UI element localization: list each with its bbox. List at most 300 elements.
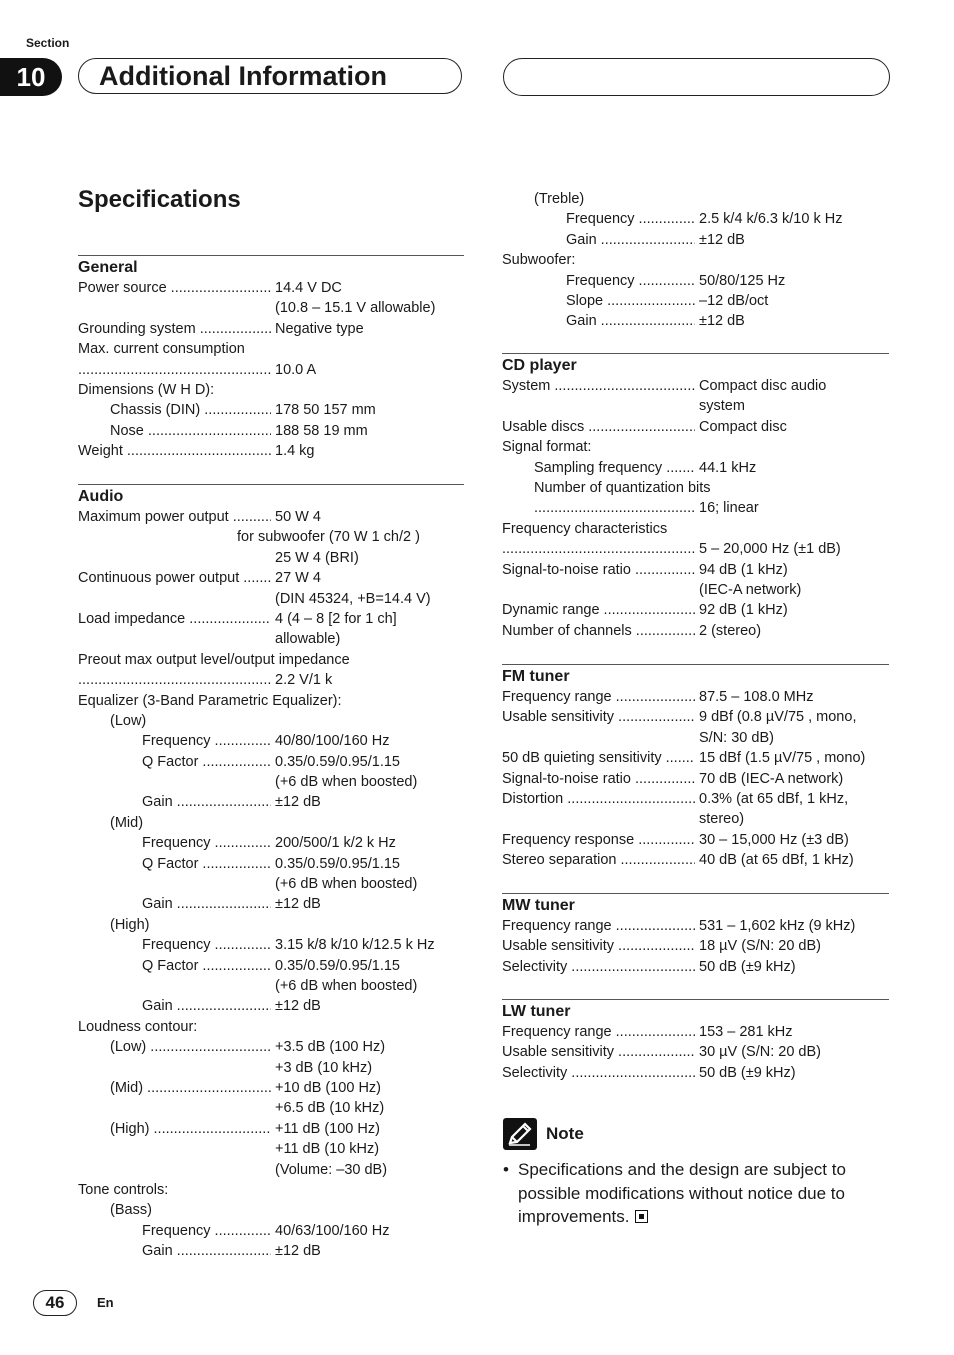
spec-label [502, 1063, 695, 1083]
spec-label [566, 209, 695, 229]
spec-row [502, 458, 889, 478]
spec-label [502, 789, 695, 809]
spec-label [566, 311, 695, 331]
spec-row [502, 687, 889, 707]
spec-label-text: Frequency [566, 272, 635, 289]
spec-row [78, 894, 464, 914]
spec-label [502, 621, 695, 641]
spec-label [78, 339, 245, 359]
spec-row [78, 1200, 464, 1220]
spec-value: (+6 dB when boosted) [275, 774, 418, 791]
spec-row [78, 568, 464, 588]
spec-value: 2.5 k/4 k/6.3 k/10 k Hz [699, 211, 843, 228]
spec-label [142, 752, 271, 772]
spec-row [502, 376, 889, 396]
spec-row [502, 748, 889, 768]
spec-label-text: Dynamic range [502, 602, 600, 619]
spec-label-text: Subwoofer: [502, 252, 576, 269]
spec-value: 10.0 A [275, 361, 317, 378]
spec-row [78, 319, 464, 339]
spec-row [502, 478, 889, 498]
spec-label-text: Frequency response [502, 831, 635, 848]
spec-label-text: Number of channels [502, 622, 632, 639]
spec-label [534, 458, 695, 478]
section-number-badge: 10 [0, 58, 62, 96]
spec-group [502, 999, 889, 1083]
language-label: En [97, 1295, 114, 1310]
spec-row [78, 915, 464, 935]
spec-group-heading: General [78, 259, 138, 276]
spec-label-text: Chassis (DIN) [110, 402, 201, 419]
spec-value: 3.15 k/8 k/10 k/12.5 k Hz [275, 937, 435, 954]
spec-label [502, 687, 695, 707]
spec-value: S/N: 30 dB) [699, 729, 774, 746]
spec-value: ±12 dB [699, 313, 745, 330]
spec-row [502, 230, 889, 250]
spec-row [78, 298, 464, 318]
spec-label [502, 707, 695, 727]
spec-row [502, 600, 889, 620]
spec-value: 15 dBf (1.5 µV/75 , mono) [699, 750, 866, 767]
spec-value: 27 W 4 [275, 570, 321, 587]
spec-label-text: (High) [110, 916, 150, 933]
spec-row [78, 609, 464, 629]
spec-label-text: Q Factor [142, 855, 199, 872]
spec-label [110, 813, 143, 833]
spec-label [78, 670, 271, 690]
spec-label-text: Maximum power output [78, 509, 229, 525]
spec-label-text: Preout max output level/output impedance [78, 651, 350, 668]
spec-label [502, 916, 695, 936]
spec-row [502, 396, 889, 416]
spec-label [110, 915, 149, 935]
spec-value: ±12 dB [275, 896, 321, 913]
spec-label [110, 1078, 271, 1098]
spec-value: 70 dB (IEC-A network) [699, 770, 844, 787]
spec-row [78, 360, 464, 380]
spec-row [502, 769, 889, 789]
spec-row [78, 854, 464, 874]
spec-value: 153 – 281 kHz [699, 1024, 793, 1040]
spec-value: ±12 dB [275, 998, 321, 1015]
spec-label [78, 278, 271, 298]
spec-row [502, 417, 889, 437]
spec-label-text: Sampling frequency [534, 459, 663, 476]
spec-value: 92 dB (1 kHz) [699, 602, 788, 619]
spec-value: (+6 dB when boosted) [275, 977, 418, 994]
spec-value: Negative type [275, 320, 364, 337]
spec-value: (Volume: –30 dB) [275, 1161, 388, 1178]
page-number: 46 [33, 1290, 77, 1316]
spec-label [502, 830, 695, 850]
spec-value: 2 (stereo) [699, 622, 762, 639]
spec-row [78, 772, 464, 792]
spec-label [142, 854, 271, 874]
spec-value: 94 dB (1 kHz) [699, 561, 788, 578]
spec-group [502, 664, 889, 871]
spec-value: stereo) [699, 811, 745, 828]
spec-label [142, 792, 271, 812]
spec-value: 50/80/125 Hz [699, 272, 786, 289]
spec-group-heading: LW tuner [502, 1003, 571, 1020]
note-bullet: • [503, 1160, 509, 1179]
spec-label [502, 936, 695, 956]
spec-value: 30 µV (S/N: 20 dB) [699, 1044, 821, 1061]
spec-label [502, 250, 575, 270]
spec-label-text: Distortion [502, 790, 564, 807]
spec-label-text: Usable sensitivity [502, 709, 615, 726]
spec-value: 188 58 19 mm [275, 422, 368, 439]
spec-row [502, 539, 889, 559]
spec-label-text: Gain [142, 1243, 173, 1260]
spec-label [534, 498, 695, 518]
spec-row [78, 1241, 464, 1261]
spec-value: 44.1 kHz [699, 459, 757, 476]
spec-label [502, 957, 695, 977]
spec-row [502, 519, 889, 539]
spec-row [78, 731, 464, 751]
spec-label [502, 748, 695, 768]
spec-value: Compact disc [699, 418, 787, 435]
section-label: Section [26, 36, 70, 50]
spec-row [502, 250, 889, 270]
spec-row [78, 278, 464, 298]
spec-value: +11 dB (100 Hz) [275, 1120, 380, 1137]
spec-label [78, 1180, 168, 1200]
spec-label [110, 400, 271, 420]
spec-value: (+6 dB when boosted) [275, 876, 418, 893]
spec-label [142, 1221, 271, 1241]
spec-value: +6.5 dB (10 kHz) [275, 1100, 385, 1117]
spec-label [78, 507, 271, 527]
spec-label-text: Frequency range [502, 918, 612, 934]
spec-row [502, 830, 889, 850]
spec-row [78, 527, 464, 547]
spec-value: +3 dB (10 kHz) [275, 1059, 373, 1076]
spec-row [78, 1037, 464, 1057]
spec-label [142, 833, 271, 853]
spec-label [78, 319, 271, 339]
spec-label-text: Max. current consumption [78, 341, 245, 358]
spec-row [78, 629, 464, 649]
spec-label [502, 560, 695, 580]
spec-value: (DIN 45324, +B=14.4 V) [275, 590, 431, 607]
section-title: Additional Information [99, 61, 387, 91]
page-title: Specifications [78, 186, 241, 213]
spec-row [502, 580, 889, 600]
spec-value: ±12 dB [275, 794, 321, 811]
spec-row [78, 1098, 464, 1118]
spec-label [502, 437, 591, 457]
spec-value: 178 50 157 mm [275, 402, 376, 419]
spec-label-text: Usable sensitivity [502, 1044, 615, 1061]
spec-value: Compact disc audio [699, 378, 827, 394]
spec-label [110, 1037, 271, 1057]
spec-row [502, 1063, 889, 1083]
spec-value: 40/63/100/160 Hz [275, 1222, 390, 1239]
spec-value: 5 – 20,000 Hz (±1 dB) [699, 541, 841, 558]
spec-row [502, 789, 889, 809]
spec-row [502, 728, 889, 748]
spec-label-text: Loudness contour: [78, 1018, 198, 1035]
spec-value: allowable) [275, 631, 341, 648]
spec-row [502, 957, 889, 977]
spec-label [502, 519, 667, 539]
spec-value: 87.5 – 108.0 MHz [699, 689, 814, 705]
spec-row [78, 1180, 464, 1200]
spec-label-text: Signal format: [502, 439, 592, 456]
spec-label-text: Grounding system [78, 320, 196, 337]
header-blank-box [503, 58, 890, 96]
spec-value: for subwoofer (70 W 1 ch/2 ) [237, 529, 420, 546]
spec-label-text: Gain [142, 896, 173, 913]
spec-group [502, 893, 889, 977]
spec-value: 0.35/0.59/0.95/1.15 [275, 753, 400, 770]
spec-row [78, 691, 464, 711]
spec-group [78, 255, 464, 462]
spec-label-text: (Low) [110, 1039, 147, 1056]
spec-value: 50 dB (±9 kHz) [699, 1064, 796, 1081]
spec-label [566, 291, 695, 311]
spec-row [78, 956, 464, 976]
spec-label-text: Frequency [142, 835, 211, 852]
spec-value: 16; linear [699, 500, 759, 517]
spec-label [78, 380, 214, 400]
spec-value: –12 dB/oct [699, 292, 769, 309]
spec-label-text: Gain [142, 794, 173, 811]
spec-row [502, 850, 889, 870]
spec-value: 14.4 V DC [275, 280, 342, 296]
spec-label-text: (Treble) [534, 191, 585, 207]
spec-value: 0.35/0.59/0.95/1.15 [275, 957, 400, 974]
spec-label-text: (Bass) [110, 1202, 152, 1219]
spec-label-text: Equalizer (3-Band Parametric Equalizer): [78, 692, 342, 709]
spec-label-text: Frequency [142, 733, 211, 750]
spec-label [78, 441, 271, 461]
spec-row [78, 650, 464, 670]
spec-group-heading: CD player [502, 357, 577, 374]
spec-row [78, 1017, 464, 1037]
spec-label-text: System [502, 378, 551, 394]
spec-row [78, 1160, 464, 1180]
spec-group [78, 484, 464, 1261]
spec-label-text: (High) [110, 1120, 150, 1137]
spec-label-text: Tone controls: [78, 1181, 169, 1198]
spec-label [534, 189, 584, 209]
spec-label-text: Gain [566, 313, 597, 330]
spec-label [78, 360, 271, 380]
spec-value: 50 dB (±9 kHz) [699, 958, 796, 975]
spec-label [534, 478, 711, 498]
spec-row [502, 809, 889, 829]
spec-row [502, 1042, 889, 1062]
spec-row [78, 813, 464, 833]
spec-row [502, 498, 889, 518]
spec-row [78, 507, 464, 527]
spec-label [502, 1042, 695, 1062]
spec-label-text: Frequency [566, 211, 635, 228]
spec-label-text: Gain [566, 231, 597, 248]
spec-label [502, 539, 695, 559]
spec-value: +10 dB (100 Hz) [275, 1079, 381, 1096]
spec-label [566, 230, 695, 250]
spec-row [78, 874, 464, 894]
spec-row [78, 670, 464, 690]
spec-group-heading: Audio [78, 488, 124, 505]
spec-group [502, 353, 889, 641]
spec-label [110, 1119, 271, 1139]
spec-value: 0.3% (at 65 dBf, 1 kHz, [699, 790, 849, 807]
note-label: Note [546, 1124, 584, 1143]
spec-value: 40/80/100/160 Hz [275, 733, 390, 750]
spec-row [502, 209, 889, 229]
spec-label [142, 956, 271, 976]
spec-group-heading: FM tuner [502, 668, 570, 685]
section-title-box [78, 58, 462, 94]
spec-row [502, 916, 889, 936]
spec-value: 2.2 V/1 k [275, 672, 333, 689]
spec-row [78, 1139, 464, 1159]
spec-label [78, 691, 342, 711]
spec-label [502, 376, 695, 396]
spec-label [78, 650, 350, 670]
spec-label-text: Load impedance [78, 610, 186, 627]
end-mark-icon [635, 1210, 648, 1223]
spec-row [78, 400, 464, 420]
spec-label [502, 769, 695, 789]
spec-label-text: Frequency [142, 1222, 211, 1239]
spec-row [78, 976, 464, 996]
spec-label-text: Stereo separation [502, 852, 617, 869]
spec-row [78, 1078, 464, 1098]
spec-label [502, 600, 695, 620]
spec-label [502, 850, 695, 870]
spec-label [78, 568, 271, 588]
note-text [518, 1158, 888, 1229]
spec-label [110, 711, 146, 731]
spec-value: 40 dB (at 65 dBf, 1 kHz) [699, 852, 854, 869]
spec-label [142, 1241, 271, 1261]
spec-label-text: 50 dB quieting sensitivity [502, 750, 662, 767]
spec-row [502, 936, 889, 956]
spec-label [142, 935, 271, 955]
spec-label-text: Q Factor [142, 753, 199, 770]
spec-row [78, 833, 464, 853]
spec-row [502, 560, 889, 580]
spec-row [502, 291, 889, 311]
spec-row [78, 1221, 464, 1241]
spec-value: 18 µV (S/N: 20 dB) [699, 938, 821, 955]
spec-label [78, 609, 271, 629]
spec-label-text: Dimensions (W H D): [78, 381, 215, 398]
spec-row [78, 380, 464, 400]
spec-label-text: Power source [78, 280, 167, 296]
note-pencil-icon [503, 1118, 537, 1150]
spec-value: 0.35/0.59/0.95/1.15 [275, 855, 400, 872]
spec-label-text: Usable discs [502, 418, 585, 435]
spec-label-text: Gain [142, 998, 173, 1015]
spec-label [502, 1022, 695, 1042]
spec-label-text: Frequency characteristics [502, 520, 668, 537]
spec-value: 25 W 4 (BRI) [275, 549, 359, 566]
spec-value: ±12 dB [699, 231, 745, 248]
spec-group [502, 189, 889, 332]
spec-value: 50 W 4 [275, 509, 321, 525]
spec-group-heading: MW tuner [502, 897, 575, 914]
spec-label-text: Usable sensitivity [502, 938, 615, 955]
spec-value: (IEC-A network) [699, 581, 802, 598]
spec-value: 30 – 15,000 Hz (±3 dB) [699, 831, 849, 848]
spec-row [502, 311, 889, 331]
spec-label-text: Signal-to-noise ratio [502, 770, 631, 787]
spec-label [142, 996, 271, 1016]
spec-label-text: Weight [78, 443, 123, 460]
spec-row [78, 548, 464, 568]
spec-row [78, 792, 464, 812]
spec-value: 4 (4 – 8 [2 for 1 ch] [275, 610, 397, 627]
spec-label-text: (Mid) [110, 814, 144, 831]
spec-label-text: Continuous power output [78, 570, 240, 587]
spec-row [78, 1058, 464, 1078]
spec-label [110, 1200, 152, 1220]
spec-value: ±12 dB [275, 1243, 321, 1260]
spec-row [78, 1119, 464, 1139]
spec-label [110, 421, 271, 441]
spec-label [142, 894, 271, 914]
spec-row [78, 421, 464, 441]
spec-label-text: (Low) [110, 712, 147, 729]
spec-row [78, 935, 464, 955]
spec-label [566, 271, 695, 291]
spec-label-text: Signal-to-noise ratio [502, 561, 631, 578]
spec-value: 1.4 kg [275, 443, 315, 460]
spec-label-text: Slope [566, 292, 604, 309]
spec-row [78, 752, 464, 772]
spec-row [78, 441, 464, 461]
spec-label [142, 731, 271, 751]
spec-row [78, 711, 464, 731]
spec-row [78, 589, 464, 609]
spec-row [502, 437, 889, 457]
note-text-body: Specifications and the design are subject to possible modifications without notice due to improvements. [518, 1160, 846, 1226]
spec-label-text: Frequency range [502, 1024, 612, 1040]
spec-label [502, 417, 695, 437]
spec-row [502, 189, 889, 209]
spec-label-text: Selectivity [502, 958, 568, 975]
spec-value: system [699, 398, 745, 415]
spec-row [502, 1022, 889, 1042]
spec-label-text: (Mid) [110, 1079, 144, 1096]
spec-label-text: Number of quantization bits [534, 479, 711, 496]
spec-label [78, 1017, 197, 1037]
spec-value: +3.5 dB (100 Hz) [275, 1039, 386, 1056]
spec-value: 200/500/1 k/2 k Hz [275, 835, 396, 852]
spec-value: (10.8 – 15.1 V allowable) [275, 300, 436, 317]
spec-label-text: Frequency [142, 937, 211, 954]
spec-value: 9 dBf (0.8 µV/75 , mono, [699, 709, 857, 726]
spec-row [502, 621, 889, 641]
spec-row [502, 271, 889, 291]
spec-label-text: Frequency range [502, 689, 612, 705]
spec-row [502, 707, 889, 727]
spec-label-text: Selectivity [502, 1064, 568, 1081]
spec-label-text: Q Factor [142, 957, 199, 974]
spec-value: 531 – 1,602 kHz (9 kHz) [699, 918, 856, 934]
spec-label-text: Nose [110, 422, 144, 439]
spec-row [78, 996, 464, 1016]
spec-value: +11 dB (10 kHz) [275, 1141, 380, 1158]
spec-row [78, 339, 464, 359]
